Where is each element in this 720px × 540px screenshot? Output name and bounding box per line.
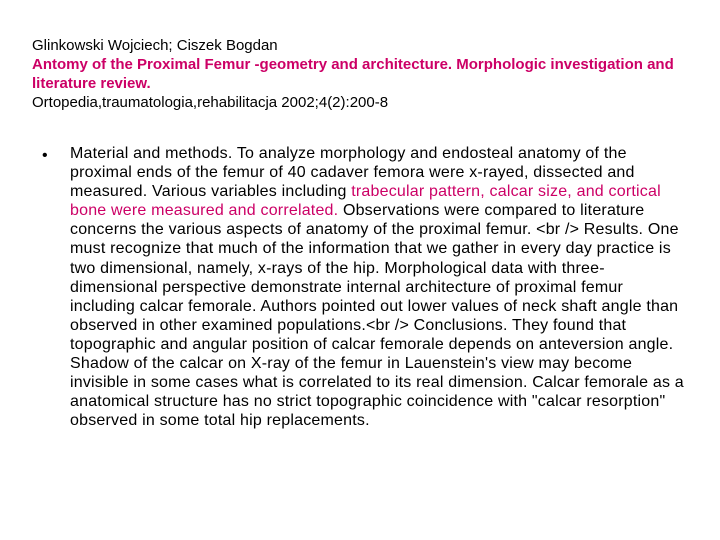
abstract-text-part1: Material and methods. To analyze morphology and endosteal anatomy of the proximal ends of the femur of 40 cadaver femora were x-rayed, dissected and measured. Various variables including — [70, 145, 635, 201]
abstract-highlight: trabecular pattern, calcar size, and cortical bone were measured and correlated. — [70, 183, 661, 220]
citation-header — [32, 36, 692, 112]
abstract-text-part2: Observations were compared to literature concerns the various aspects of anatomy of the proximal femur. <br /> Results. One must recognize that much of the information that we gather in every day practice is two dimensional, namely, x-rays of the hip. Morphological data with three-dimensional perspective demonstrate internal architecture of proximal femur including calcar femorale. Authors pointed out lower values of neck shaft angle than observed in other examined populations.<br /> Conclusions. They found that topographic and angular position of calcar femorale depends on anteversion angle. Shadow of the calcar on X-ray of the femur in Lauenstein's view may become invisible in some cases what is correlated to its real dimension. Calcar femorale as a anatomical structure has no strict topographic coincidence with "calcar resorption" observed in some total hip replacements. — [70, 202, 684, 430]
abstract-text — [70, 144, 690, 430]
journal-reference: Ortopedia,traumatologia,rehabilitacja 2002;4(2):200-8 — [32, 94, 389, 111]
authors: Glinkowski Wojciech; Ciszek Bogdan — [32, 37, 278, 54]
article-title: Antomy of the Proximal Femur -geometry and architecture. Morphologic investigation and literature review. — [32, 56, 674, 92]
bullet-icon: • — [42, 147, 48, 164]
